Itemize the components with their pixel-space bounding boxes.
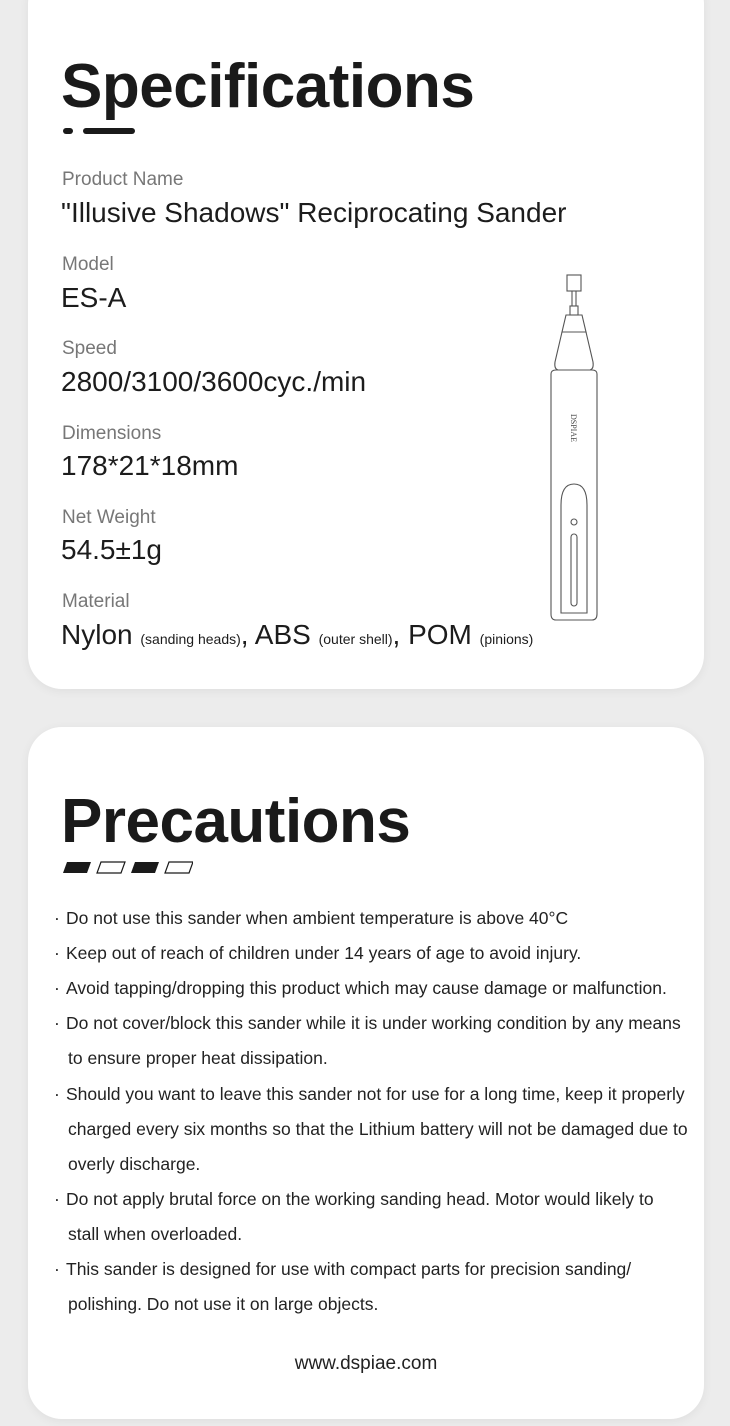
dimensions-label: Dimensions — [62, 423, 162, 444]
speed-value: 2800/3100/3600cyc./min — [61, 366, 367, 397]
material-label: Material — [62, 591, 130, 612]
material-pom-note: (pinions) — [479, 631, 534, 647]
net-weight-value: 54.5±1g — [61, 534, 163, 565]
material-separator: , — [392, 619, 409, 650]
net-weight-label: Net Weight — [62, 507, 156, 528]
precaution-item: · Avoid tapping/dropping this product which may cause damage or malfunction. — [54, 978, 667, 998]
material-nylon: Nylon — [61, 619, 133, 650]
title-underline-dot — [63, 128, 73, 134]
material-value — [61, 619, 533, 651]
precautions-card — [28, 727, 704, 1419]
website-link[interactable]: www.dspiae.com — [294, 1353, 438, 1374]
precaution-item: · Do not cover/block this sander while it is under working condition by any means to ensure proper heat dissipation. — [54, 1013, 681, 1068]
precaution-item: · Keep out of reach of children under 14 years of age to avoid injury. — [54, 943, 582, 963]
material-abs: ABS — [254, 619, 311, 650]
precaution-item: · Do not apply brutal force on the working sanding head. Motor would likely to stall when overloaded. — [54, 1189, 654, 1244]
precaution-item: · Do not use this sander when ambient temperature is above 40°C — [54, 908, 569, 928]
material-nylon-note: (sanding heads) — [140, 631, 241, 647]
precaution-item: · Should you want to leave this sander not for use for a long time, keep it properly charged every six months so that the Lithium battery will not be damaged due to overly discharge. — [54, 1084, 688, 1174]
material-abs-note: (outer shell) — [318, 631, 393, 647]
material-pom: POM — [408, 619, 472, 650]
sander-illustration — [548, 272, 608, 632]
precautions-title: Precautions — [61, 787, 411, 856]
speed-label: Speed — [62, 338, 117, 359]
material-separator: , — [240, 619, 255, 650]
specifications-title: Specifications — [61, 52, 475, 121]
product-name-value: "Illusive Shadows" Reciprocating Sander — [61, 197, 567, 228]
title-decoration — [63, 861, 193, 875]
specifications-card — [28, 0, 704, 689]
model-value: ES-A — [61, 282, 127, 313]
product-name-label: Product Name — [62, 169, 184, 190]
dimensions-value: 178*21*18mm — [61, 450, 239, 481]
title-underline-bar — [83, 128, 135, 134]
sander-brand-text: DSPIAE — [569, 414, 578, 443]
precaution-item: · This sander is designed for use with compact parts for precision sanding/ polishing. Do not use it on large objects. — [54, 1259, 632, 1314]
model-label: Model — [62, 254, 114, 275]
